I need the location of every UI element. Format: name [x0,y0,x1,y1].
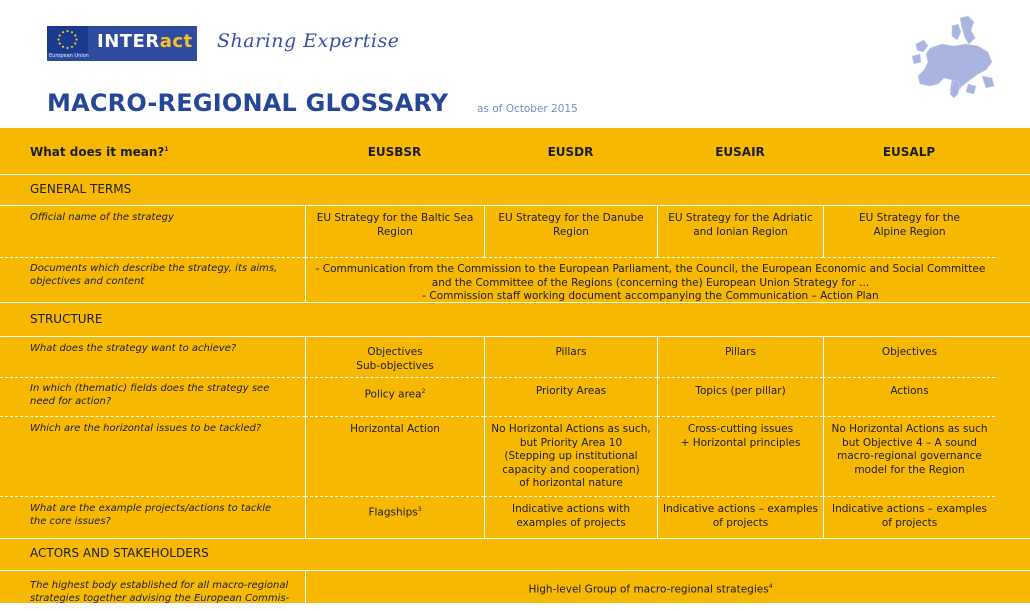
logo-wordmark [97,31,193,52]
tagline: Sharing Expertise [217,30,400,52]
answer-cell: Pillars [484,337,657,378]
row-question: What are the example projects/actions to tackle the core issues? [30,503,272,527]
glossary-table [0,128,1030,603]
table-row [0,417,1030,497]
answer-cell: EU Strategy for the Baltic Sea Region [305,206,484,258]
section-structure [0,302,1030,336]
question-column-header: What does it mean?$^1$ [30,145,169,159]
answer-cell: Indicative actions – examples of projects [823,497,995,538]
answer-cell: Pillars [657,337,823,378]
interact-logo [47,26,197,61]
answer-span-cell: - Communication from the Commission to the European Parliament, the Council, the European Economic and Social Committee and the Committee of the Regions (concerning the) European Union Strategy for ... - Commission staff working document accompanying the Communication – Action Plan [305,257,995,302]
column-header-eusair: EUSAIR [715,145,765,159]
page-title: MACRO-REGIONAL GLOSSARY [47,89,449,117]
section-actors-stakeholders [0,538,1030,570]
europe-map-icon [908,14,998,102]
answer-span-cell: High-level Group of macro-regional strategies$^4$ [305,571,995,611]
section-title: GENERAL TERMS [30,182,132,196]
section-general-terms [0,174,1030,205]
row-question: The highest body established for all macro-regional strategies together advising the European Commis- [30,580,290,604]
answer-cell: EU Strategy for the Alpine Region [823,206,995,258]
answer-cell: Horizontal Action [305,417,484,497]
answer-cell: No Horizontal Actions as such, but Priority Area 10 (Stepping up institutional capacity and cooperation) of horizontal nature [484,417,657,497]
document-date: as of October 2015 [477,103,578,115]
row-question: Official name of the strategy [30,212,174,223]
answer-cell: Topics (per pillar) [657,377,823,417]
section-title: STRUCTURE [30,312,103,326]
table-row [0,570,1030,611]
column-header-eusbsr: EUSBSR [367,145,422,159]
logo-word-accent: act [159,31,193,52]
document-header [0,0,1030,128]
answer-cell: Objectives [823,337,995,378]
answer-cell: Indicative actions with examples of projects [484,497,657,538]
column-header-eusalp: EUSALP [882,145,936,159]
logo-word-main: INTER [97,31,160,52]
table-row [0,497,1030,538]
answer-cell: Flagships$^3$ [305,497,484,538]
row-question: Documents which describe the strategy, its aims, objectives and content [30,263,278,287]
row-question: What does the strategy want to achieve? [30,343,237,354]
table-row [0,257,1030,302]
eu-caption: European Union [49,53,89,59]
table-header-row [0,128,1030,174]
section-title: ACTORS AND STAKEHOLDERS [30,546,209,560]
answer-cell: Priority Areas [484,377,657,417]
table-row [0,336,1030,378]
answer-cell: EU Strategy for the Adriatic and Ionian Region [657,206,823,258]
eu-flag-icon [47,26,88,53]
column-header-eusdr: EUSDR [547,145,594,159]
answer-cell: Indicative actions – examples of projects [657,497,823,538]
row-question: Which are the horizontal issues to be tackled? [30,423,262,434]
table-row [0,205,1030,258]
answer-cell: Actions [823,377,995,417]
answer-cell: No Horizontal Actions as such but Objective 4 – A sound macro-regional governance model for the Region [823,417,995,497]
table-row [0,377,1030,417]
answer-cell: Objectives Sub-objectives [305,337,484,378]
answer-cell: Cross-cutting issues + Horizontal principles [657,417,823,497]
answer-cell: EU Strategy for the Danube Region [484,206,657,258]
answer-cell: Policy area$^2$ [305,377,484,417]
row-question: In which (thematic) fields does the strategy see need for action? [30,383,270,407]
